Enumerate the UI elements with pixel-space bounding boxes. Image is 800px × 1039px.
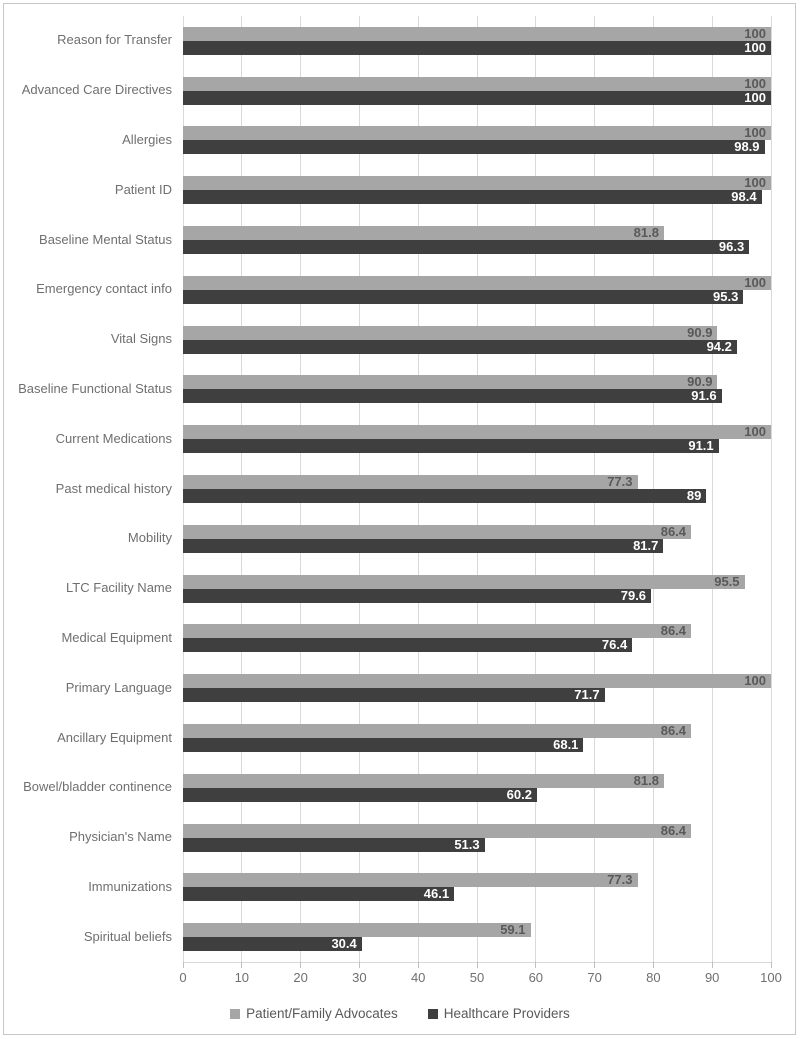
bar-value-label: 98.9: [734, 139, 760, 155]
advocates-bar: [183, 774, 664, 788]
bar-value-label: 68.1: [553, 737, 579, 753]
x-axis-tick-label: 40: [410, 970, 426, 985]
category-label: Spiritual beliefs: [83, 928, 172, 944]
bar-group: [0, 365, 771, 415]
bar-value-label: 100: [744, 274, 766, 290]
x-axis-tick-label: 0: [179, 970, 187, 985]
axis-tick: [418, 962, 419, 968]
providers-bar: [183, 389, 722, 403]
bar-value-label: 86.4: [660, 523, 687, 539]
bar-group: [0, 663, 771, 713]
category-label: Bowel/bladder continence: [23, 779, 172, 795]
bar-group: [0, 215, 771, 265]
category-label: Current Medications: [55, 430, 172, 446]
bars: [183, 77, 771, 105]
x-axis-tick-label: 50: [469, 970, 485, 985]
axis-tick: [300, 962, 301, 968]
bar-group: [0, 863, 771, 913]
legend-label: Healthcare Providers: [443, 1006, 570, 1021]
bar-group: [0, 514, 771, 564]
providers-bar: [183, 140, 765, 154]
providers-bar: [183, 738, 583, 752]
x-axis-tick-label: 30: [352, 970, 367, 985]
bar-group: [0, 564, 771, 614]
legend: [0, 1006, 800, 1021]
bar-value-label: 81.8: [633, 225, 659, 241]
bar-value-label: 77.3: [607, 872, 633, 888]
providers-bar: [183, 838, 485, 852]
bar-group: [0, 713, 771, 763]
bar-value-label: 71.7: [574, 687, 600, 703]
bar-value-label: 100: [744, 175, 766, 191]
providers-bar: [183, 439, 719, 453]
category-label: Patient ID: [114, 181, 172, 197]
bars: [183, 276, 771, 304]
providers-bar: [183, 937, 362, 951]
advocates-bar: [183, 126, 771, 140]
category-label: Physician's Name: [69, 829, 172, 845]
bars: [183, 425, 771, 453]
bar-value-label: 79.6: [620, 587, 647, 603]
x-axis-labels: [179, 970, 782, 986]
bar-value-label: 81.7: [633, 537, 659, 553]
x-axis-tick-label: 10: [234, 970, 250, 985]
bar-value-label: 86.4: [660, 723, 687, 739]
bars: [183, 126, 771, 154]
advocates-bar: [183, 674, 771, 688]
bar-value-label: 86.4: [660, 623, 687, 639]
bar-group: [0, 315, 771, 365]
advocates-bar: [183, 226, 664, 240]
bar-value-label: 91.1: [688, 438, 714, 454]
advocates-bar: [183, 575, 745, 589]
legend-swatch-icon: [428, 1009, 438, 1019]
bar-group: [0, 66, 771, 116]
bars: [183, 326, 771, 354]
x-axis-tick-label: 100: [760, 970, 782, 985]
bar-group: [0, 265, 771, 315]
providers-bar: [183, 887, 454, 901]
providers-bar: [183, 41, 771, 55]
advocates-bar: [183, 176, 771, 190]
bar-group: [0, 414, 771, 464]
axis-tick: [653, 962, 654, 968]
advocates-bar: [183, 475, 638, 489]
advocates-bar: [183, 326, 717, 340]
x-axis-tick-label: 20: [293, 970, 308, 985]
legend-swatch-icon: [230, 1009, 240, 1019]
category-label: Allergies: [122, 132, 172, 148]
x-axis-tick-label: 70: [587, 970, 602, 985]
advocates-bar: [183, 27, 771, 41]
providers-bar: [183, 91, 771, 105]
legend-item: [230, 1006, 398, 1021]
legend-item: [428, 1006, 570, 1021]
advocates-bar: [183, 873, 638, 887]
bar-group: [0, 16, 771, 66]
providers-bar: [183, 190, 762, 204]
category-label: Primary Language: [65, 679, 172, 695]
bars: [183, 674, 771, 702]
bars: [183, 923, 771, 951]
bar-value-label: 100: [744, 25, 766, 41]
bar-value-label: 95.5: [714, 573, 740, 589]
bars: [183, 226, 771, 254]
bar-group: [0, 464, 771, 514]
bar-value-label: 98.4: [731, 189, 757, 205]
axis-tick: [594, 962, 595, 968]
bar-value-label: 77.3: [607, 474, 633, 490]
bar-group: [0, 763, 771, 813]
axis-tick: [183, 962, 184, 968]
advocates-bar: [183, 923, 531, 937]
bar-value-label: 100: [744, 39, 766, 55]
bar-value-label: 91.6: [691, 388, 717, 404]
category-label: Reason for Transfer: [57, 32, 172, 48]
axis-tick: [359, 962, 360, 968]
x-axis-tick-label: 90: [704, 970, 720, 985]
advocates-bar: [183, 525, 691, 539]
bars: [183, 176, 771, 204]
category-label: Vital Signs: [110, 331, 172, 347]
providers-bar: [183, 340, 737, 354]
providers-bar: [183, 290, 743, 304]
category-label: Past medical history: [55, 480, 172, 496]
category-label: Ancillary Equipment: [57, 729, 172, 745]
bar-value-label: 89: [686, 488, 702, 504]
providers-bar: [183, 638, 632, 652]
bar-value-label: 81.8: [633, 772, 659, 788]
bars: [183, 575, 771, 603]
category-label: Emergency contact info: [36, 281, 172, 297]
bar-value-label: 30.4: [331, 936, 357, 952]
bar-group: [0, 116, 771, 166]
category-label: Baseline Mental Status: [39, 231, 172, 247]
x-axis-ticks: [183, 962, 771, 968]
advocates-bar: [183, 276, 771, 290]
category-label: Mobility: [127, 530, 172, 546]
advocates-bar: [183, 375, 717, 389]
advocates-bar: [183, 425, 771, 439]
bar-value-label: 100: [744, 75, 766, 91]
category-label: Immunizations: [88, 878, 172, 894]
bars: [183, 27, 771, 55]
providers-bar: [183, 788, 537, 802]
bar-value-label: 100: [744, 125, 766, 141]
axis-tick: [241, 962, 242, 968]
bar-value-label: 95.3: [713, 288, 739, 304]
bar-value-label: 86.4: [660, 822, 687, 838]
axis-tick: [712, 962, 713, 968]
advocates-bar: [183, 624, 691, 638]
bar-value-label: 100: [744, 89, 766, 105]
bar-group: [0, 813, 771, 863]
bar-value-label: 90.9: [687, 324, 713, 340]
providers-bar: [183, 688, 605, 702]
bar-group: [0, 912, 771, 962]
bars: [183, 475, 771, 503]
x-axis-tick-label: 80: [646, 970, 661, 985]
providers-bar: [183, 489, 706, 503]
bars: [183, 873, 771, 901]
bar-value-label: 59.1: [500, 922, 526, 938]
providers-bar: [183, 589, 651, 603]
bar-rows: [0, 16, 771, 962]
category-label: Advanced Care Directives: [21, 82, 172, 98]
category-label: Baseline Functional Status: [18, 381, 172, 396]
axis-tick: [771, 962, 772, 968]
bar-value-label: 100: [744, 424, 766, 440]
bar-group: [0, 614, 771, 664]
bar-value-label: 46.1: [423, 886, 450, 902]
bar-value-label: 60.2: [506, 786, 532, 802]
bars: [183, 375, 771, 403]
bars: [183, 824, 771, 852]
bar-group: [0, 165, 771, 215]
bars: [183, 724, 771, 752]
bar-value-label: 94.2: [706, 338, 732, 354]
category-label: LTC Facility Name: [66, 580, 172, 596]
providers-bar: [183, 539, 663, 553]
axis-tick: [477, 962, 478, 968]
providers-bar: [183, 240, 749, 254]
bars: [183, 774, 771, 802]
x-axis-tick-label: 60: [528, 970, 544, 985]
bar-value-label: 96.3: [718, 239, 745, 255]
bar-value-label: 100: [744, 673, 766, 689]
bar-value-label: 51.3: [454, 836, 480, 852]
advocates-bar: [183, 724, 691, 738]
category-label: Medical Equipment: [61, 629, 172, 645]
bars: [183, 525, 771, 553]
advocates-bar: [183, 824, 691, 838]
bars: [183, 624, 771, 652]
legend-label: Patient/Family Advocates: [246, 1006, 398, 1021]
axis-tick: [535, 962, 536, 968]
advocates-bar: [183, 77, 771, 91]
bar-value-label: 76.4: [601, 637, 628, 653]
bar-value-label: 90.9: [687, 374, 713, 390]
